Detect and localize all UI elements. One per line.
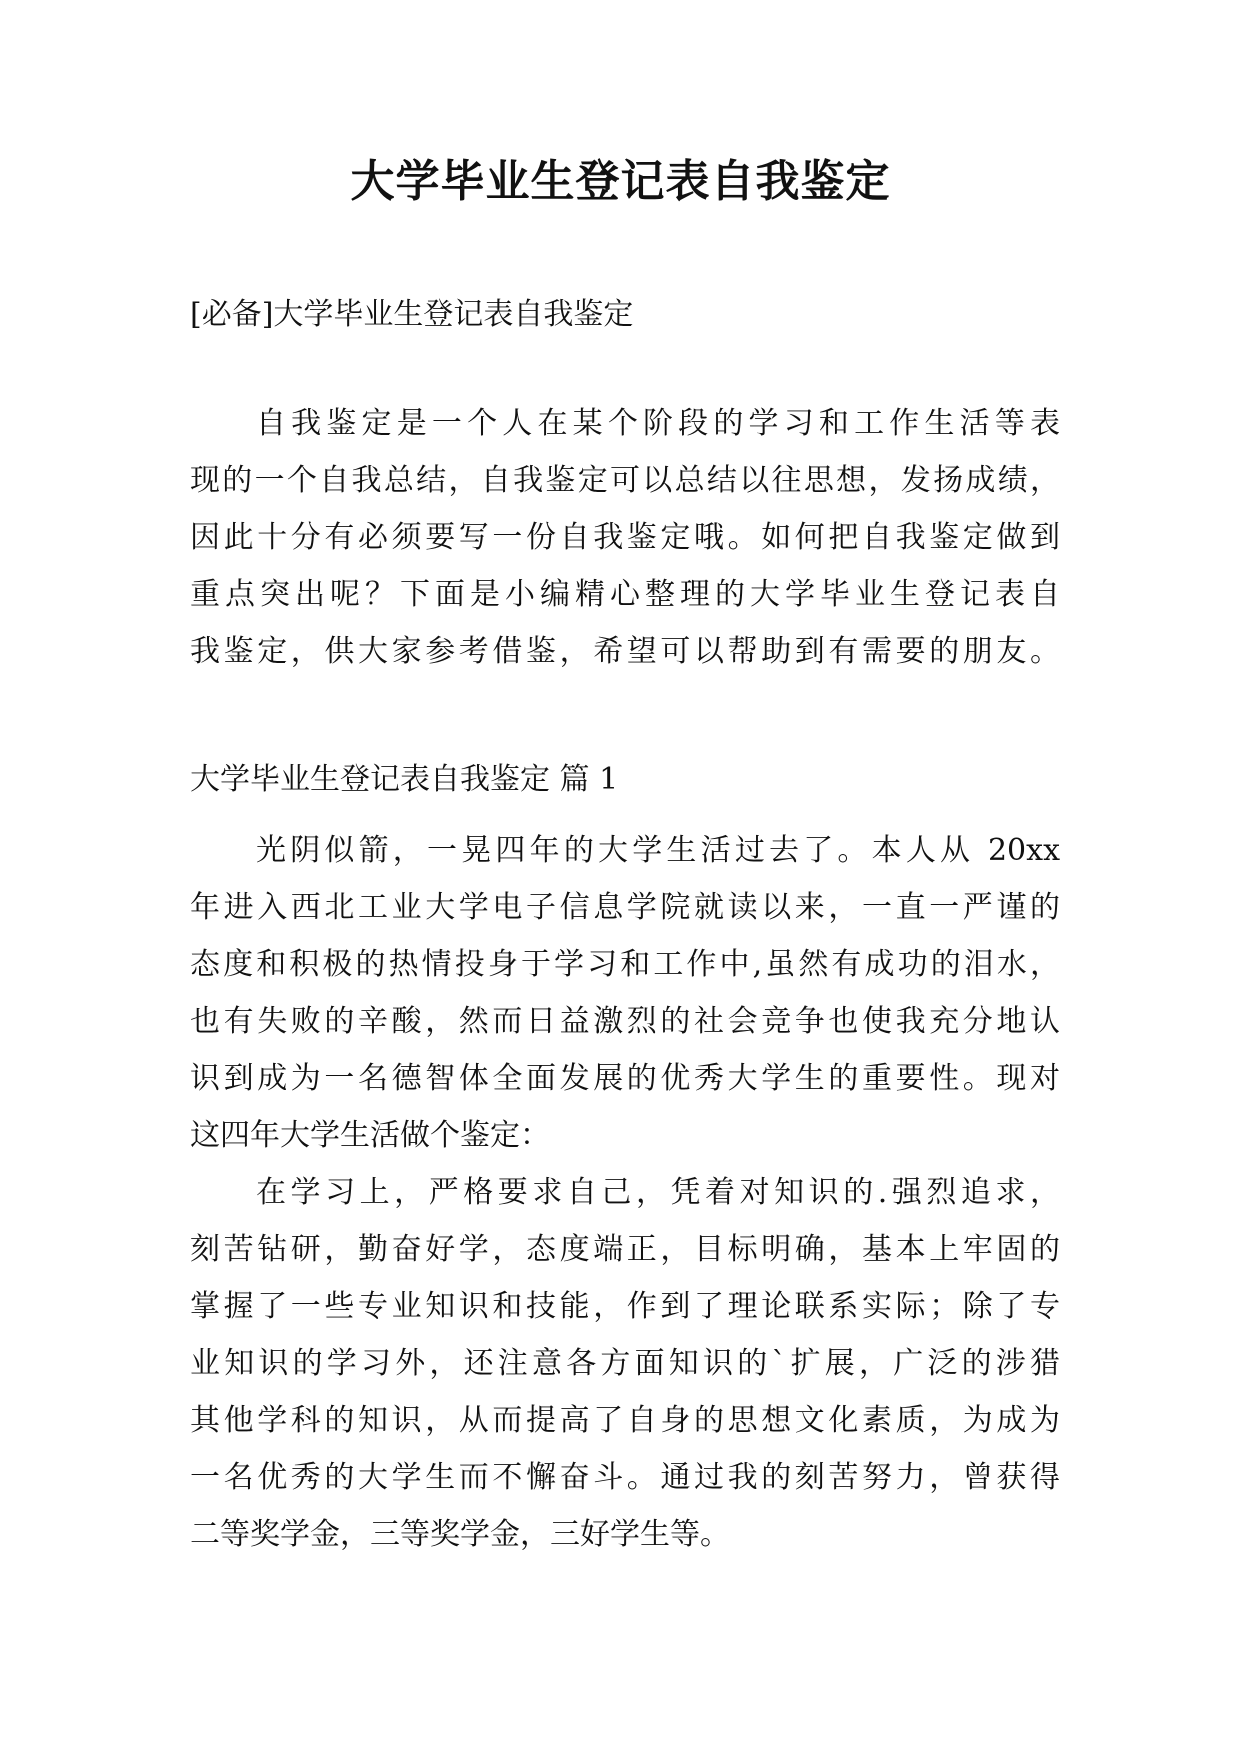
paragraph-line: 也有失败的辛酸，然而日益激烈的社会竞争也使我充分地认 — [190, 1004, 1060, 1039]
paragraph-line: 重点突出呢？下面是小编精心整理的大学毕业生登记表自 — [190, 577, 1060, 612]
paragraph-line: 识到成为一名德智体全面发展的优秀大学生的重要性。现对 — [190, 1061, 1060, 1096]
intro-paragraph — [190, 395, 1060, 680]
body-paragraph-2 — [190, 1164, 1060, 1563]
paragraph-line: 在学习上，严格要求自己，凭着对知识的.强烈追求， — [256, 1175, 1060, 1210]
paragraph-line: 自我鉴定是一个人在某个阶段的学习和工作生活等表 — [256, 406, 1060, 441]
paragraph-line: 我鉴定，供大家参考借鉴，希望可以帮助到有需要的朋友。 — [190, 634, 1060, 669]
section-heading: 大学毕业生登记表自我鉴定 篇 1 — [190, 762, 619, 797]
paragraph-line: 业知识的学习外，还注意各方面知识的`扩展，广泛的涉猎 — [190, 1346, 1060, 1381]
paragraph-line: 光阴似箭，一晃四年的大学生活过去了。本人从 20xx — [256, 833, 1060, 868]
paragraph-line: 年进入西北工业大学电子信息学院就读以来，一直一严谨的 — [190, 890, 1060, 925]
paragraph-line: 因此十分有必须要写一份自我鉴定哦。如何把自我鉴定做到 — [190, 520, 1060, 555]
document-subtitle: [必备]大学毕业生登记表自我鉴定 — [190, 297, 634, 332]
paragraph-line: 掌握了一些专业知识和技能，作到了理论联系实际；除了专 — [190, 1289, 1060, 1324]
paragraph-line: 其他学科的知识，从而提高了自身的思想文化素质，为成为 — [190, 1403, 1060, 1438]
paragraph-line: 二等奖学金，三等奖学金，三好学生等。 — [190, 1517, 730, 1552]
paragraph-line: 态度和积极的热情投身于学习和工作中,虽然有成功的泪水， — [190, 947, 1060, 982]
paragraph-line: 这四年大学生活做个鉴定： — [190, 1118, 550, 1153]
paragraph-line: 一名优秀的大学生而不懈奋斗。通过我的刻苦努力，曾获得 — [190, 1460, 1060, 1495]
paragraph-line: 刻苦钻研，勤奋好学，态度端正，目标明确，基本上牢固的 — [190, 1232, 1060, 1267]
document-title: 大学毕业生登记表自我鉴定 — [350, 156, 891, 207]
body-paragraph-1 — [190, 822, 1060, 1164]
paragraph-line: 现的一个自我总结，自我鉴定可以总结以往思想，发扬成绩， — [190, 463, 1060, 498]
